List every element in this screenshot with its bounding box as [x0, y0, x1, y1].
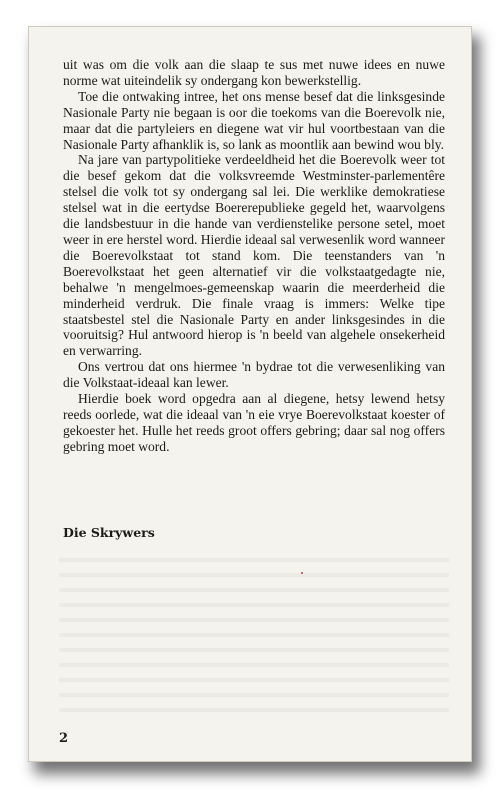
paragraph-continued: uit was om die volk aan die slaap te sus met nuwe idees en nuwe norme wat uiteindelik sy ondergang kon bewerkstellig. — [63, 57, 445, 88]
signature: Die Skrywers — [63, 525, 155, 540]
show-through-text — [59, 547, 449, 712]
paragraph: Hierdie boek word opgedra aan al diegene, hetsy lewend hetsy reeds oorlede, wat die ideaal van 'n eie vrye Boerevolkstaat koester of gekoester het. Hulle het reeds groot offers gebring; daar sal nog offers gebring moet word. — [63, 391, 445, 454]
paper-speck — [301, 572, 303, 574]
paragraph: Toe die ontwaking intree, het ons mense besef dat die linksgesinde Nasionale Party nie begaan is oor die toekoms van die Boerevolk nie, maar dat die partyleiers en diegene wat vir hul voortbestaan van die Nasionale Party afhanklik is, so lank as moontlik aan bewind wou bly. — [63, 88, 445, 152]
body-text — [63, 57, 445, 455]
paragraph: Na jare van partypolitieke verdeeldheid het die Boerevolk weer tot die besef gekom dat die volksvreemde Westminster-parlementêre stelsel die volk tot sy ondergang sal lei. Die werklike demokratiese stelsel wat in die eertydse Boererepublieke gegeld het, waarvolgens die landsbestuur in die hande van verdienstelike persone setel, moet weer in ere herstel word. Hierdie ideaal sal verwesenlik word wanneer die Boerevolkstaat tot stand kom. Die teenstanders van 'n Boerevolkstaat het geen alternatief vir die volkstaatgedagte nie, behalwe 'n mengelmoes-gemeenskap waarin die meerderheid die minderheid verdruk. Die finale vraag is immers: Welke tipe staatsbestel stel die Nasionale Party en ander linksgesindes in die vooruitsig? Hul antwoord hierop is 'n beeld van algehele onsekerheid en verwarring. — [63, 152, 445, 359]
paragraph: Ons vertrou dat ons hiermee 'n bydrae tot die verwesenliking van die Volkstaat-ideaal kan lewer. — [63, 359, 445, 391]
page-number: 2 — [59, 731, 69, 746]
book-page — [28, 26, 472, 762]
